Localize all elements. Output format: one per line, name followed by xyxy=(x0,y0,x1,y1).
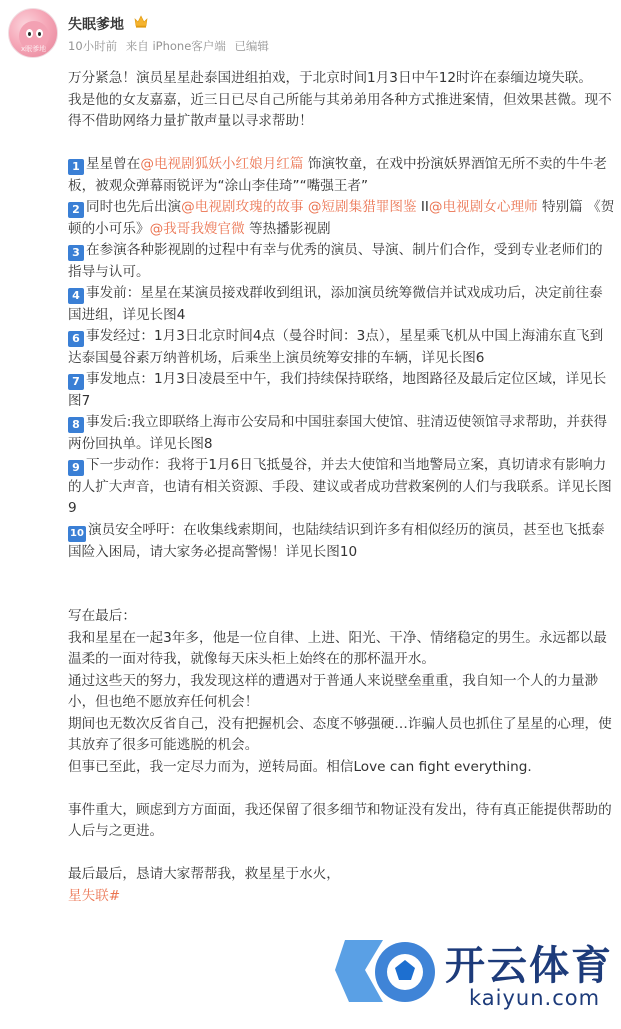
list-item: 8 事发后:我立即联络上海市公安局和中国驻泰国大使馆、驻清迈使领馆寻求帮助，并获得两份回执单。详见长图8 xyxy=(68,414,608,452)
post-time[interactable]: 10小时前 xyxy=(68,39,118,53)
number-badge: 2 xyxy=(68,202,84,218)
mention-link[interactable]: @电视剧狐妖小红娘月红篇 xyxy=(140,156,304,172)
mention-link[interactable]: @电视剧玫瑰的故事 xyxy=(181,199,304,215)
number-badge: 8 xyxy=(68,417,84,433)
list-item: 1 星星曾在@电视剧狐妖小红娘月红篇 饰演牧童，在戏中扮演妖界酒馆无所不卖的牛牛老板，被观众弹幕雨锐评为“涂山李佳琦”“嘴强王者” xyxy=(68,156,607,194)
list-item: 7 事发地点：1月3日凌晨至中午，我们持续保持联络，地图路径及最后定位区域，详见长图7 xyxy=(68,371,607,409)
hashtag-link[interactable]: 星失联# xyxy=(68,887,121,904)
list-item: 4 事发前：星星在某演员接戏群收到组讯，添加演员统筹微信并试戏成功后，决定前往泰国进组，详见长图4 xyxy=(68,285,603,323)
mention-link[interactable]: @电视剧女心理师 xyxy=(428,199,538,215)
post-meta xyxy=(68,38,274,54)
list-item: 3 在参演各种影视剧的过程中有幸与优秀的演员、导演、制片们合作，受到专业老师们的指导与认可。 xyxy=(68,242,603,280)
mention-link[interactable]: @我哥我嫂官微 xyxy=(149,220,245,237)
intro-paragraph: 万分紧急！演员星星赴泰国进组拍戏，于北京时间1月3日中午12时许在泰缅边境失联。 xyxy=(68,70,592,86)
number-badge: 10 xyxy=(68,526,86,542)
post-body xyxy=(68,68,616,907)
post-header xyxy=(0,0,621,64)
watermark-title: 开云体育 xyxy=(445,943,613,989)
watermark-url: kaiyun.com xyxy=(469,986,601,1010)
list-item: 10 演员安全呼吁：在收集线索期间，也陆续结识到许多有相似经历的演员，甚至也飞抵泰国险入困局，请大家务必提高警惕！详见长图10 xyxy=(68,521,605,560)
watermark-logo-icon xyxy=(335,920,455,1020)
list-item: 2 同时也先后出演@电视剧玫瑰的故事 @短剧集猎罪图鉴 II@电视剧女心理师 特别篇 《贺顿的小可乐》@我哥我嫂官微 等热播影视剧 xyxy=(68,199,615,237)
closing-title: 写在最后： xyxy=(68,608,136,624)
number-badge: 7 xyxy=(68,374,84,390)
number-badge: 9 xyxy=(68,460,84,476)
list-item: 9 下一步动作：我将于1月6日飞抵曼谷，并去大使馆和当地警局立案，真切请求有影响力的人扩大声音，也请有相关资源、手段、建议或者成功营救案例的人们与我联系。详见长图9 xyxy=(68,457,612,516)
closing-paragraph: 我和星星在一起3年多，他是一位自律、上进、阳光、干净、情绪稳定的男生。永远都以最温柔的一面对待我，就像每天床头柜上始终在的那杯温开水。 xyxy=(68,629,607,667)
watermark xyxy=(335,920,621,1029)
edited-label[interactable]: 已编辑 xyxy=(234,39,269,53)
number-badge: 1 xyxy=(68,159,84,175)
number-badge: 3 xyxy=(68,245,84,261)
closing-paragraph: 期间也无数次反省自己，没有把握机会、态度不够强硬…诈骗人员也抓住了星星的心理，使其放弃了很多可能逃脱的机会。 xyxy=(68,715,612,753)
list-item: 6 事发经过：1月3日北京时间4点（曼谷时间：3点），星星乘飞机从中国上海浦东直飞到达泰国曼谷素万纳普机场，后乘坐上演员统筹安排的车辆，详见长图6 xyxy=(68,328,604,366)
avatar[interactable] xyxy=(8,8,58,58)
mention-link[interactable]: @短剧集猎罪图鉴 xyxy=(303,199,417,215)
crown-icon xyxy=(134,15,148,28)
intro-paragraph-2: 我是他的女友嘉嘉，近三日已尽自己所能与其弟弟用各种方式推进案情，但效果甚微。现不得不借助网络力量扩散声量以寻求帮助！ xyxy=(68,91,612,129)
number-badge: 4 xyxy=(68,288,84,304)
closing-paragraph: 但事已至此，我一定尽力而为，逆转局面。相信Love can fight everything. xyxy=(68,758,532,775)
avatar-watermark: x眠爹地 xyxy=(21,45,47,53)
closing-paragraph: 通过这些天的努力，我发现这样的遭遇对于普通人来说壁垒重重，我自知一个人的力量渺小，但也绝不愿放弃任何机会！ xyxy=(68,672,599,710)
final-paragraph: 最后最后，恳请大家帮帮我，救星星于水火， xyxy=(68,866,340,882)
important-paragraph: 事件重大，顾虑到方方面面，我还保留了很多细节和物证没有发出，待有真正能提供帮助的人后与之更进。 xyxy=(68,801,612,839)
post-source: 来自 iPhone客户端 xyxy=(125,39,226,53)
number-badge: 6 xyxy=(68,331,84,347)
username[interactable]: 失眠爹地 xyxy=(68,17,124,33)
